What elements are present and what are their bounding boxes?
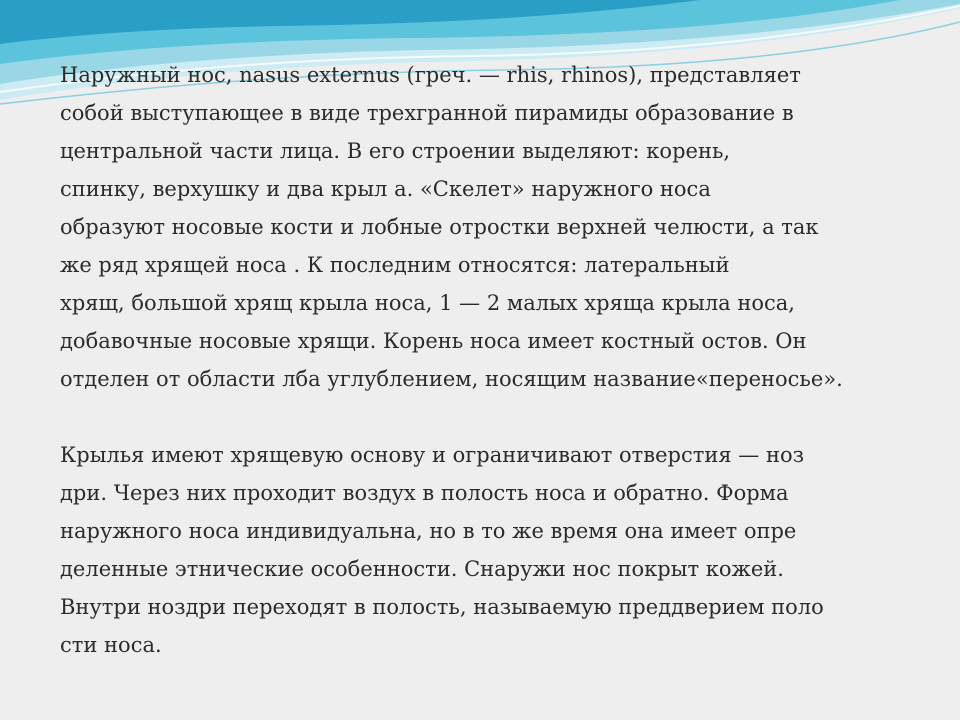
text-line: дри. Через них проходит воздух в полость носа и обратно. Форма <box>60 481 789 505</box>
text-line: собой выступающее в виде трехгранной пирамиды образование в <box>60 101 794 125</box>
paragraph-nose-wings <box>60 436 920 664</box>
text-line: Внутри ноздри переходят в полость, называемую преддверием поло <box>60 595 824 619</box>
text-line: спинку, верхушку и два крыл а. «Скелет» наружного носа <box>60 177 711 201</box>
text-line: отделен от области лба углублением, носящим название«переносье». <box>60 367 843 391</box>
text-line: образуют носовые кости и лобные отростки верхней челюсти, а так <box>60 215 819 239</box>
text-line: наружного носа индивидуальна, но в то же время она имеет опре <box>60 519 797 543</box>
text-line: Наружный нос, nasus externus (греч. — rhis, rhinos), представляет <box>60 63 801 87</box>
text-line: добавочные носовые хрящи. Корень носа имеет костный остов. Он <box>60 329 807 353</box>
text-line: Крылья имеют хрящевую основу и ограничивают отверстия — ноз <box>60 443 805 467</box>
text-line: центральной части лица. В его строении выделяют: корень, <box>60 139 731 163</box>
text-line: же ряд хрящей носа . К последним относятся: латеральный <box>60 253 730 277</box>
slide-body <box>60 56 920 664</box>
paragraph-external-nose <box>60 56 920 398</box>
text-line: деленные этнические особенности. Снаружи нос покрыт кожей. <box>60 557 784 581</box>
text-line: хрящ, большой хрящ крыла носа, 1 — 2 малых хряща крыла носа, <box>60 291 795 315</box>
text-line: сти носа. <box>60 633 162 657</box>
